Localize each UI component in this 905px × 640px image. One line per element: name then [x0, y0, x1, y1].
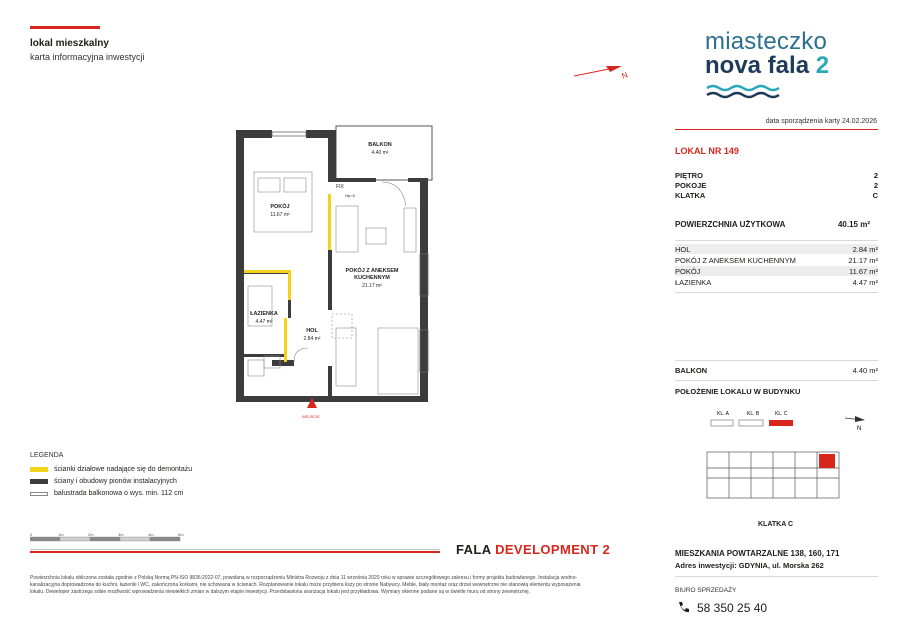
floor-plan [232, 108, 438, 408]
room-label-pokoj: POKÓJ [270, 204, 290, 210]
waves-logo-icon [705, 84, 785, 102]
room-label-lazienka: ŁAZIENKA [250, 311, 278, 317]
room-row: ŁAZIENKA 4.47 m² [675, 277, 878, 287]
room-row: POKÓJ Z ANEKSEM KUCHENNYM 21.17 m² [675, 255, 878, 265]
card-date: data sporządzenia karty 24.02.2026 [765, 118, 877, 125]
svg-text:5m: 5m [178, 533, 184, 537]
legend-item: ściany i obudowy pionów instalacyjnych [30, 478, 177, 485]
investment-address: Adres inwestycji: GDYNIA, ul. Morska 262 [675, 561, 824, 570]
rooms-row: POKOJE 2 [675, 181, 878, 190]
header-accent-bar [30, 26, 100, 29]
room-label-balkon: BALKON [368, 142, 392, 148]
room-label-salon: POKÓJ Z ANEKSEM [345, 268, 399, 274]
legend-swatch [30, 479, 48, 484]
room-label-salon-2: KUCHENNYM [354, 275, 390, 281]
room-row: HOL 2.84 m² [675, 244, 878, 254]
legend-swatch [30, 467, 48, 472]
svg-text:2m: 2m [88, 533, 94, 537]
divider [30, 549, 440, 550]
svg-text:3m: 3m [118, 533, 124, 537]
floor-row: PIĘTRO 2 [675, 171, 878, 180]
repeated-units-title: MIESZKANIA POWTARZALNE 138, 160, 171 [675, 549, 840, 558]
legend-swatch [30, 492, 48, 496]
room-label-hol: HOL [306, 328, 318, 334]
svg-text:KL. A: KL. A [717, 411, 729, 417]
fix-label: FIX [336, 184, 344, 190]
area-row: POWIERZCHNIA UŻYTKOWA 40.15 m² [675, 220, 870, 229]
svg-text:4m: 4m [148, 533, 154, 537]
unit-number: LOKAL NR 149 [675, 146, 739, 156]
klatka-caption: KLATKA C [758, 521, 793, 528]
divider [675, 240, 878, 241]
location-heading: POŁOŻENIE LOKALU W BUDYNKU [675, 387, 801, 396]
divider [30, 551, 440, 553]
sales-phone[interactable]: 58 350 25 40 [697, 601, 768, 615]
north-arrow-icon [570, 60, 640, 82]
page-subtitle: karta informacyjna inwestycji [30, 52, 145, 62]
stair-row: KLATKA C [675, 191, 878, 200]
divider [675, 576, 878, 577]
svg-text:N: N [857, 426, 862, 432]
room-area-pokoj: 11.67 m² [270, 212, 290, 218]
phone-icon [676, 601, 690, 615]
room-area-lazienka: 4.47 m² [255, 319, 273, 325]
legend-item: ścianki działowe nadające się do demontażu [30, 466, 192, 473]
room-area-salon: 21.17 m² [362, 283, 382, 289]
disclaimer-text: Powierzchnia lokalu obliczona została zgodnie z Polską Normą PN-ISO 9836:2022-07, powołaną w rozporządzeniu Ministra Rozwoju z dnia 11 września 2020 roku w sprawie szczegółowego zakresu i formy projektu budowlanego. Instalacja wodno-kanalizacyjna doprowadzona do kuchni, łazienki i WC, zakończona korkami, nie schowana w ścianach. Rozplanowanie lokalu może przybiera kszy po stronie Nabywcy. Meble, biały montaż oraz drzwi wewnętrzne nie stanowią elementu wyposażenia lokalu. Deweloper zastrzega sobie możliwość wprowadzenia niewielkich zmian w dalszym etapie inwestycji. Przedstawiona aranżacja lokalu jest przykładowa. Wymiary okienne podane są w świetle muru od strony zewnętrznej. [30, 575, 581, 595]
page-title: lokal mieszkalny [30, 38, 109, 49]
svg-text:N: N [620, 70, 629, 81]
svg-text:KL. C: KL. C [775, 411, 788, 417]
brand-logo-line2 [705, 52, 829, 80]
building-location-map [695, 406, 877, 518]
legend-title: LEGENDA [30, 452, 64, 459]
entrance-label: WEJŚCIE [302, 414, 320, 419]
balcony-row: BALKON 4.40 m² [675, 366, 878, 375]
developer-logo: FALA DEVELOPMENT 2 [456, 542, 611, 557]
room-area-balkon: 4.40 m² [371, 150, 389, 156]
sales-office-label: BIURO SPRZEDAŻY [675, 587, 737, 594]
hp-label: Hp=0 [345, 193, 355, 198]
divider [675, 129, 878, 130]
divider [675, 360, 878, 361]
svg-text:KL. B: KL. B [747, 411, 760, 417]
legend-item: balustrada balkonowa o wys. min. 112 cm [30, 490, 183, 497]
scale-bar [30, 533, 440, 547]
room-area-hol: 2.84 m² [303, 336, 321, 342]
brand-logo-line1: miasteczko [705, 28, 828, 55]
svg-text:0: 0 [30, 533, 33, 537]
svg-text:1m: 1m [58, 533, 64, 537]
brand-logo-number: 2 [815, 52, 830, 79]
divider [675, 380, 878, 381]
divider [675, 292, 878, 293]
room-row: POKÓJ 11.67 m² [675, 266, 878, 276]
brand-logo-text: nova fala [705, 52, 810, 79]
